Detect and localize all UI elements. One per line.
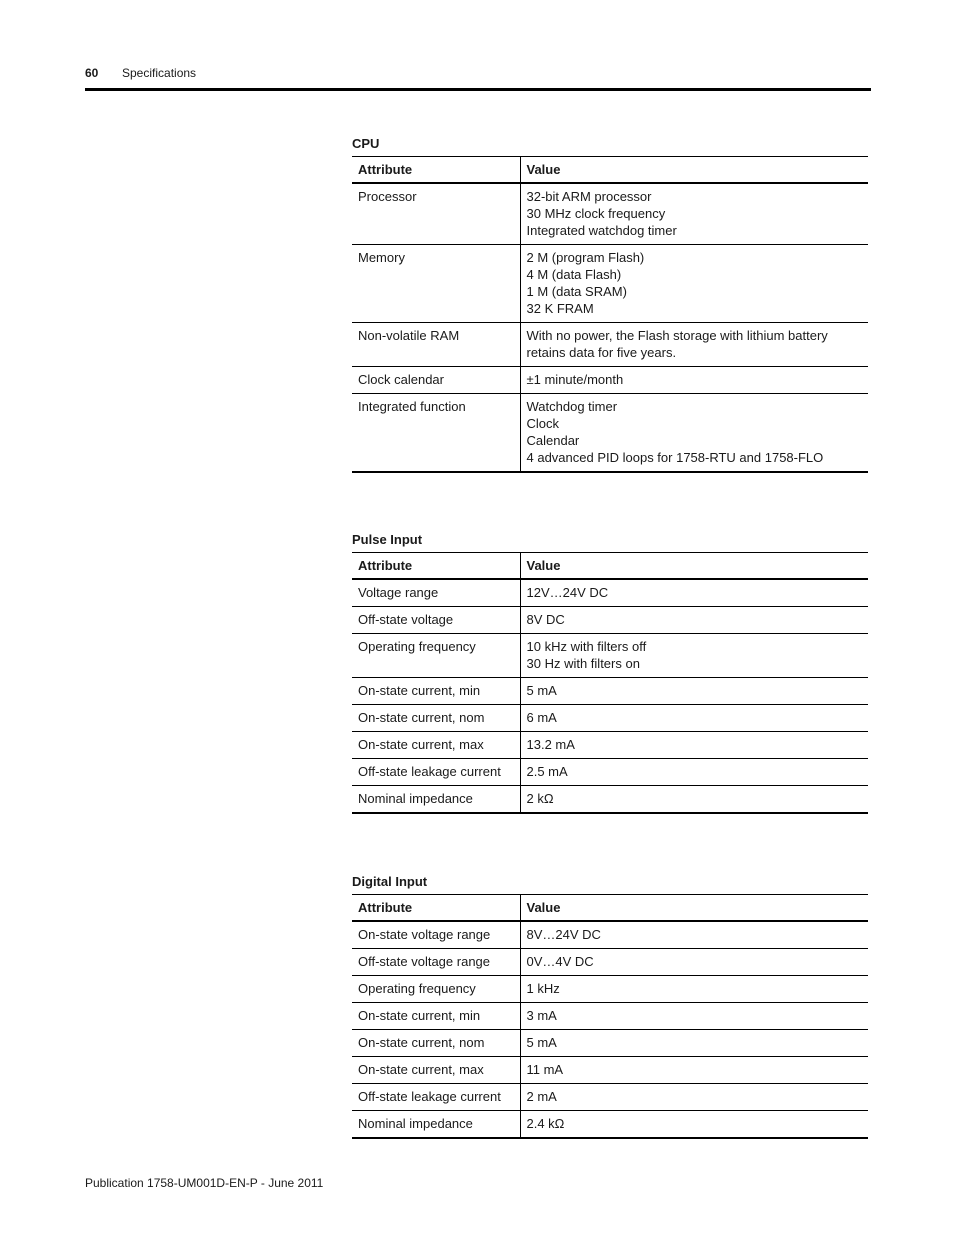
attribute-cell: Off-state leakage current	[352, 1084, 520, 1111]
value-cell	[520, 949, 868, 976]
value-line: 5 mA	[526, 683, 557, 698]
table-header-row	[352, 895, 868, 922]
attribute-cell: Off-state leakage current	[352, 759, 520, 786]
attribute-cell: Off-state voltage	[352, 607, 520, 634]
value-line: 3 mA	[526, 1008, 557, 1023]
value-line: retains data for five years.	[526, 345, 677, 360]
table-row	[352, 1030, 868, 1057]
table-row	[352, 949, 868, 976]
value-line: 12V…24V DC	[526, 585, 609, 600]
value-line: 8V DC	[526, 612, 565, 627]
value-line: 1 kHz	[526, 981, 560, 996]
section-title: Pulse Input	[352, 532, 423, 547]
attribute-cell: On-state current, max	[352, 732, 520, 759]
value-line: 1 M (data SRAM)	[526, 284, 627, 299]
cpu-spec-section	[352, 136, 868, 473]
attribute-cell: Integrated function	[352, 394, 520, 473]
column-header-attribute: Attribute	[352, 895, 520, 922]
value-line: 2 M (program Flash)	[526, 250, 645, 265]
digital-input-spec-section	[352, 874, 868, 1139]
value-line: 2.5 mA	[526, 764, 568, 779]
value-cell	[520, 183, 868, 245]
value-line: 4 advanced PID loops for 1758-RTU and 1758-FLO	[526, 450, 824, 465]
attribute-cell: Nominal impedance	[352, 786, 520, 814]
table-header-row	[352, 157, 868, 184]
value-cell	[520, 323, 868, 367]
value-cell	[520, 1084, 868, 1111]
value-line: 5 mA	[526, 1035, 557, 1050]
value-line: 13.2 mA	[526, 737, 575, 752]
spec-table	[352, 552, 868, 814]
value-cell	[520, 579, 868, 607]
value-line: 2 mA	[526, 1089, 557, 1104]
table-row	[352, 607, 868, 634]
value-line: 30 MHz clock frequency	[526, 206, 666, 221]
column-header-value: Value	[520, 157, 868, 184]
table-row	[352, 367, 868, 394]
attribute-cell: Off-state voltage range	[352, 949, 520, 976]
value-line: 2.4 kΩ	[526, 1116, 565, 1131]
value-line: Watchdog timer	[526, 399, 618, 414]
pulse-input-spec-section	[352, 532, 868, 814]
value-line: With no power, the Flash storage with lithium battery	[526, 328, 828, 343]
value-cell	[520, 634, 868, 678]
value-line: 2 kΩ	[526, 791, 554, 806]
value-line: 32-bit ARM processor	[526, 189, 652, 204]
value-cell	[520, 732, 868, 759]
table-row	[352, 1084, 868, 1111]
value-line: 30 Hz with filters on	[526, 656, 640, 671]
table-row	[352, 759, 868, 786]
table-row	[352, 732, 868, 759]
table-row	[352, 678, 868, 705]
value-line: 8V…24V DC	[526, 927, 601, 942]
value-cell	[520, 367, 868, 394]
attribute-cell: On-state current, nom	[352, 705, 520, 732]
section-title: CPU	[352, 136, 380, 151]
attribute-cell: On-state voltage range	[352, 921, 520, 949]
table-row	[352, 921, 868, 949]
value-cell	[520, 245, 868, 323]
value-cell	[520, 1003, 868, 1030]
column-header-attribute: Attribute	[352, 553, 520, 580]
table-row	[352, 323, 868, 367]
publication-footer: Publication 1758-UM001D-EN-P - June 2011	[85, 1176, 324, 1190]
value-line: 11 mA	[526, 1062, 564, 1077]
column-header-value: Value	[520, 895, 868, 922]
value-cell	[520, 1057, 868, 1084]
attribute-cell: Non-volatile RAM	[352, 323, 520, 367]
table-row	[352, 183, 868, 245]
page-number: 60	[85, 66, 99, 80]
table-row	[352, 634, 868, 678]
attribute-cell: On-state current, min	[352, 1003, 520, 1030]
page-header	[85, 66, 871, 90]
table-row	[352, 705, 868, 732]
value-line: 6 mA	[526, 710, 557, 725]
spec-table	[352, 156, 868, 473]
value-cell	[520, 607, 868, 634]
attribute-cell: On-state current, min	[352, 678, 520, 705]
table-header-row	[352, 553, 868, 580]
value-line: 4 M (data Flash)	[526, 267, 622, 282]
table-row	[352, 579, 868, 607]
attribute-cell: Memory	[352, 245, 520, 323]
value-cell	[520, 705, 868, 732]
value-cell	[520, 678, 868, 705]
value-line: ±1 minute/month	[526, 372, 624, 387]
value-cell	[520, 976, 868, 1003]
value-cell	[520, 759, 868, 786]
value-line: 32 K FRAM	[526, 301, 594, 316]
value-line: Calendar	[526, 433, 580, 448]
table-row	[352, 394, 868, 473]
table-row	[352, 1003, 868, 1030]
section-title: Digital Input	[352, 874, 428, 889]
value-cell	[520, 786, 868, 814]
column-header-value: Value	[520, 553, 868, 580]
column-header-attribute: Attribute	[352, 157, 520, 184]
header-rule	[85, 88, 871, 91]
attribute-cell: On-state current, nom	[352, 1030, 520, 1057]
attribute-cell: Voltage range	[352, 579, 520, 607]
table-row	[352, 976, 868, 1003]
value-line: 10 kHz with filters off	[526, 639, 647, 654]
value-cell	[520, 921, 868, 949]
table-row	[352, 1111, 868, 1139]
attribute-cell: Operating frequency	[352, 976, 520, 1003]
value-cell	[520, 1030, 868, 1057]
attribute-cell: Nominal impedance	[352, 1111, 520, 1139]
table-row	[352, 786, 868, 814]
running-title: Specifications	[122, 66, 197, 80]
spec-table	[352, 894, 868, 1139]
value-line: Clock	[526, 416, 560, 431]
attribute-cell: On-state current, max	[352, 1057, 520, 1084]
value-cell	[520, 394, 868, 473]
value-cell	[520, 1111, 868, 1139]
value-line: Integrated watchdog timer	[526, 223, 677, 238]
table-row	[352, 245, 868, 323]
attribute-cell: Operating frequency	[352, 634, 520, 678]
attribute-cell: Clock calendar	[352, 367, 520, 394]
table-row	[352, 1057, 868, 1084]
attribute-cell: Processor	[352, 183, 520, 245]
value-line: 0V…4V DC	[526, 954, 594, 969]
